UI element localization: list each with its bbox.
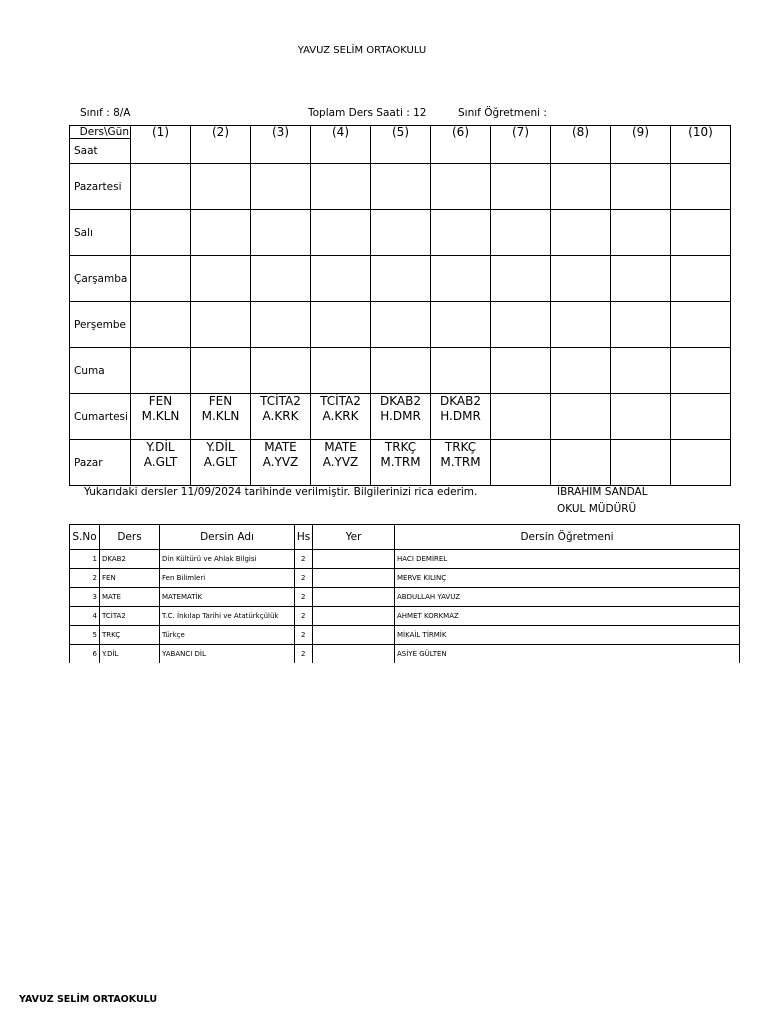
corner-header	[70, 126, 131, 139]
lesson-code: MATE	[100, 588, 160, 607]
teacher-code: M.KLN	[201, 409, 240, 423]
schedule-note: Yukarıdaki dersler 11/09/2024 tarihinde verilmiştir. Bilgilerinizi rica ederim.	[84, 486, 478, 498]
table-row	[70, 626, 740, 645]
lesson-hours: 2	[295, 607, 313, 626]
lesson-cell	[191, 394, 251, 440]
teacher-code: M.TRM	[380, 455, 421, 469]
lesson-code: FEN	[148, 394, 173, 408]
lesson-place	[313, 569, 395, 588]
teacher-code: A.KRK	[262, 409, 299, 423]
lesson-cell	[551, 440, 611, 486]
period-header: (9)	[611, 126, 671, 139]
lesson-code: TCİTA2	[320, 394, 361, 408]
lesson-cell	[191, 256, 251, 302]
lesson-cell	[671, 210, 731, 256]
lesson-cell	[611, 210, 671, 256]
teacher-code: A.KRK	[322, 409, 359, 423]
lesson-place	[313, 626, 395, 645]
lesson-code: FEN	[208, 394, 233, 408]
teacher-code: H.DMR	[380, 409, 421, 423]
lesson-cell	[491, 210, 551, 256]
period-header: (10)	[671, 126, 731, 139]
period-header: (5)	[371, 126, 431, 139]
lesson-cell	[611, 256, 671, 302]
saat-cell	[371, 139, 431, 164]
teacher-code: H.DMR	[440, 409, 481, 423]
corner-label: Ders\Gün	[79, 126, 129, 138]
lesson-cell	[431, 348, 491, 394]
row-number: 1	[70, 550, 100, 569]
lesson-teacher: ASİYE GÜLTEN	[395, 645, 740, 664]
lesson-cell	[431, 440, 491, 486]
lesson-cell	[251, 210, 311, 256]
day-label: Pazar	[70, 440, 131, 486]
day-row	[70, 210, 731, 256]
lesson-cell	[611, 164, 671, 210]
row-number: 5	[70, 626, 100, 645]
lesson-cell	[371, 164, 431, 210]
lesson-cell	[551, 348, 611, 394]
lesson-cell	[191, 210, 251, 256]
lesson-cell	[611, 394, 671, 440]
lesson-name: YABANCI DİL	[160, 645, 295, 664]
lesson-cell	[191, 348, 251, 394]
lesson-cell	[131, 440, 191, 486]
lesson-cell	[311, 164, 371, 210]
day-label: Cumartesi	[70, 394, 131, 440]
lesson-cell	[371, 348, 431, 394]
footer-school-name: YAVUZ SELİM ORTAOKULU	[19, 994, 158, 1005]
lesson-cell	[551, 256, 611, 302]
day-label: Pazartesi	[70, 164, 131, 210]
day-label: Perşembe	[70, 302, 131, 348]
lesson-cell	[131, 164, 191, 210]
lesson-hours: 2	[295, 550, 313, 569]
table-row	[70, 569, 740, 588]
lesson-cell	[611, 348, 671, 394]
lesson-cell	[371, 302, 431, 348]
day-label: Çarşamba	[70, 256, 131, 302]
lesson-cell	[371, 256, 431, 302]
lesson-cell	[431, 256, 491, 302]
lesson-hours: 2	[295, 645, 313, 664]
lesson-cell	[131, 348, 191, 394]
teacher-code: A.GLT	[143, 455, 178, 469]
lesson-teacher: ABDULLAH YAVUZ	[395, 588, 740, 607]
lesson-cell	[491, 348, 551, 394]
lesson-code: DKAB2	[440, 394, 481, 408]
lesson-cell	[671, 440, 731, 486]
lesson-hours: 2	[295, 588, 313, 607]
lesson-cell	[371, 210, 431, 256]
lesson-cell	[491, 164, 551, 210]
lesson-name: MATEMATİK	[160, 588, 295, 607]
table-row	[70, 550, 740, 569]
lesson-cell	[551, 164, 611, 210]
lesson-teacher: MİKAİL TİRMİK	[395, 626, 740, 645]
lesson-cell	[491, 440, 551, 486]
col-ogretmen-header: Dersin Öğretmeni	[395, 525, 740, 550]
saat-cell	[551, 139, 611, 164]
lesson-cell	[311, 394, 371, 440]
lesson-cell	[551, 394, 611, 440]
lesson-cell	[311, 348, 371, 394]
lesson-teacher: AHMET KORKMAZ	[395, 607, 740, 626]
period-header: (4)	[311, 126, 371, 139]
col-sno-header: S.No	[70, 525, 100, 550]
col-hs-header: Hs	[295, 525, 313, 550]
day-row	[70, 302, 731, 348]
school-title: YAVUZ SELİM ORTAOKULU	[297, 45, 427, 56]
table-row	[70, 645, 740, 664]
saat-label: Saat	[70, 139, 131, 164]
lesson-cell	[431, 302, 491, 348]
lesson-cell	[671, 164, 731, 210]
teacher-code: M.TRM	[440, 455, 481, 469]
lesson-place	[313, 645, 395, 664]
lesson-cell	[611, 440, 671, 486]
row-number: 2	[70, 569, 100, 588]
lesson-name: T.C. İnkılap Tarihi ve Atatürkçülük	[160, 607, 295, 626]
saat-cell	[131, 139, 191, 164]
lesson-name: Fen Bilimleri	[160, 569, 295, 588]
period-header: (1)	[131, 126, 191, 139]
lesson-cell	[131, 302, 191, 348]
day-label: Cuma	[70, 348, 131, 394]
lesson-code: Y.DİL	[146, 440, 175, 454]
lesson-cell	[311, 302, 371, 348]
lesson-cell	[611, 302, 671, 348]
lesson-code: TRKÇ	[100, 626, 160, 645]
col-ders-header: Ders	[100, 525, 160, 550]
lesson-cell	[191, 440, 251, 486]
lesson-hours: 2	[295, 569, 313, 588]
lesson-cell	[251, 394, 311, 440]
lesson-cell	[131, 394, 191, 440]
class-teacher-label: Sınıf Öğretmeni :	[458, 107, 547, 119]
lesson-place	[313, 550, 395, 569]
lesson-cell	[431, 394, 491, 440]
lesson-cell	[191, 302, 251, 348]
class-label: Sınıf : 8/A	[80, 107, 131, 119]
total-hours-label: Toplam Ders Saati : 12	[308, 107, 427, 119]
lesson-code: TRKÇ	[444, 440, 477, 454]
lesson-cell	[251, 164, 311, 210]
lesson-cell	[251, 440, 311, 486]
lesson-name: Din Kültürü ve Ahlak Bilgisi	[160, 550, 295, 569]
day-row	[70, 348, 731, 394]
lessons-table	[69, 524, 740, 663]
lesson-cell	[251, 348, 311, 394]
lesson-place	[313, 607, 395, 626]
teacher-code: A.YVZ	[322, 455, 359, 469]
day-label: Salı	[70, 210, 131, 256]
lesson-cell	[491, 256, 551, 302]
lesson-cell	[371, 394, 431, 440]
lesson-cell	[491, 302, 551, 348]
lesson-cell	[131, 256, 191, 302]
teacher-code: M.KLN	[141, 409, 180, 423]
period-header: (7)	[491, 126, 551, 139]
table-row	[70, 607, 740, 626]
lesson-cell	[311, 440, 371, 486]
saat-cell	[611, 139, 671, 164]
saat-cell	[491, 139, 551, 164]
lesson-code: MATE	[324, 440, 357, 454]
day-row	[70, 164, 731, 210]
lesson-code: TRKÇ	[384, 440, 417, 454]
table-row	[70, 588, 740, 607]
lesson-cell	[671, 348, 731, 394]
lesson-code: TCİTA2	[100, 607, 160, 626]
lesson-cell	[671, 394, 731, 440]
lesson-cell	[251, 302, 311, 348]
lesson-cell	[131, 210, 191, 256]
lesson-cell	[311, 210, 371, 256]
lesson-code: DKAB2	[380, 394, 421, 408]
row-number: 6	[70, 645, 100, 664]
period-header: (6)	[431, 126, 491, 139]
lesson-name: Türkçe	[160, 626, 295, 645]
lesson-cell	[251, 256, 311, 302]
period-header: (3)	[251, 126, 311, 139]
teacher-code: A.GLT	[203, 455, 238, 469]
lesson-teacher: HACI DEMİREL	[395, 550, 740, 569]
lesson-code: Y.DİL	[100, 645, 160, 664]
teacher-code: A.YVZ	[262, 455, 299, 469]
lesson-cell	[671, 302, 731, 348]
lesson-cell	[431, 210, 491, 256]
saat-cell	[671, 139, 731, 164]
lesson-cell	[311, 256, 371, 302]
lesson-code: DKAB2	[100, 550, 160, 569]
col-dersin-adi-header: Dersin Adı	[160, 525, 295, 550]
saat-cell	[191, 139, 251, 164]
day-row	[70, 394, 731, 440]
principal-title: OKUL MÜDÜRÜ	[557, 503, 637, 515]
lesson-cell	[551, 210, 611, 256]
lesson-cell	[551, 302, 611, 348]
lesson-code: Y.DİL	[206, 440, 235, 454]
weekly-schedule-table	[69, 125, 731, 486]
lesson-hours: 2	[295, 626, 313, 645]
lesson-cell	[671, 256, 731, 302]
lesson-cell	[491, 394, 551, 440]
saat-cell	[431, 139, 491, 164]
lesson-teacher: MERVE KILINÇ	[395, 569, 740, 588]
col-yer-header: Yer	[313, 525, 395, 550]
lesson-code: MATE	[264, 440, 297, 454]
period-header: (2)	[191, 126, 251, 139]
row-number: 4	[70, 607, 100, 626]
saat-cell	[311, 139, 371, 164]
principal-name: İBRAHİM SANDAL	[557, 486, 648, 498]
period-header: (8)	[551, 126, 611, 139]
day-row	[70, 256, 731, 302]
lesson-cell	[191, 164, 251, 210]
lesson-place	[313, 588, 395, 607]
lesson-code: FEN	[100, 569, 160, 588]
day-row	[70, 440, 731, 486]
lesson-code: TCİTA2	[260, 394, 301, 408]
row-number: 3	[70, 588, 100, 607]
lesson-cell	[371, 440, 431, 486]
lesson-cell	[431, 164, 491, 210]
saat-cell	[251, 139, 311, 164]
